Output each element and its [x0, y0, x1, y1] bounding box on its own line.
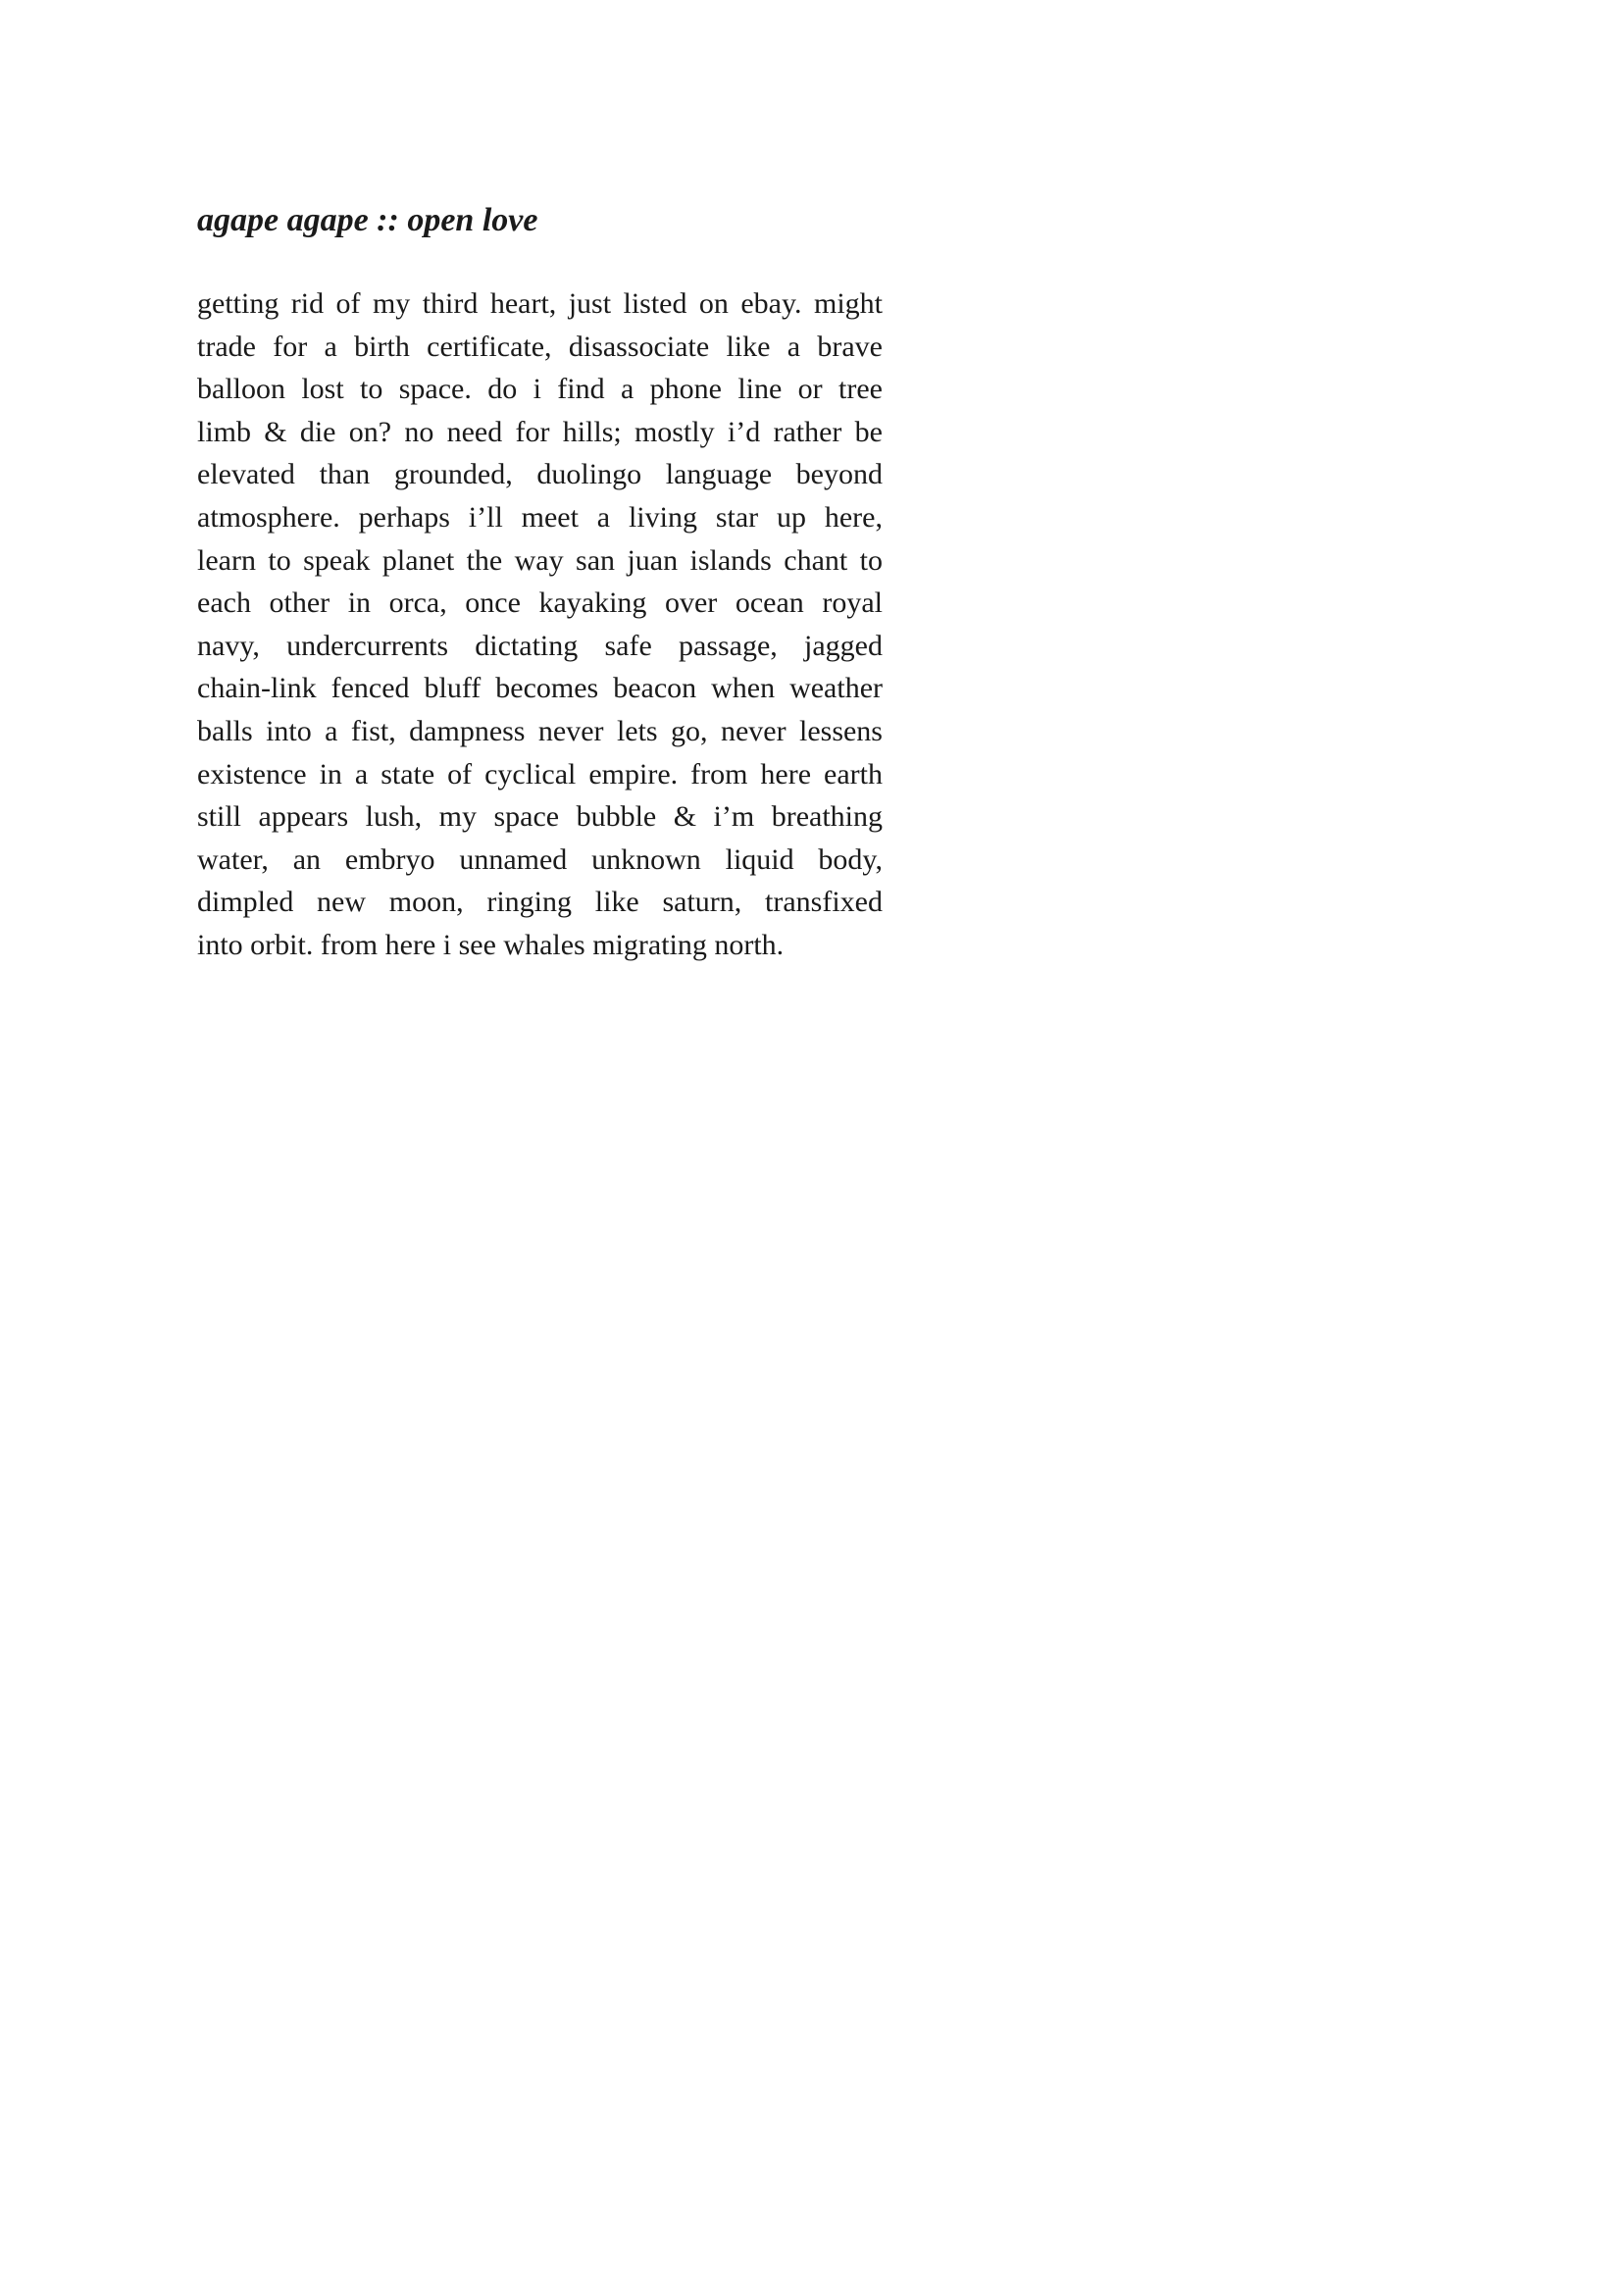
poem-line: navy, undercurrents dictating safe passage, jagged	[197, 629, 883, 662]
poem-line: getting rid of my third heart, just listed on ebay. might	[197, 287, 883, 320]
poem-line: chain-link fenced bluff becomes beacon when weather	[197, 672, 883, 705]
poem-line: water, an embryo unnamed unknown liquid body,	[197, 842, 883, 876]
poem-line: learn to speak planet the way san juan islands chant to	[197, 543, 883, 577]
poem-line: existence in a state of cyclical empire. from here earth	[197, 757, 883, 790]
poem-body	[197, 282, 883, 967]
poem-line: balls into a fist, dampness never lets go, never lessens	[197, 714, 883, 747]
poem-line: each other in orca, once kayaking over ocean royal	[197, 586, 883, 620]
poem-line: into orbit. from here i see whales migrating north.	[197, 928, 785, 961]
poem-line: balloon lost to space. do i find a phone line or tree	[197, 373, 883, 406]
poem-line: limb & die on? no need for hills; mostly i’d rather be	[197, 415, 883, 448]
poem-line: trade for a birth certificate, disassociate like a brave	[197, 330, 883, 363]
poem-title: agape agape :: open love	[197, 202, 538, 238]
poem	[197, 196, 883, 967]
poem-line: dimpled new moon, ringing like saturn, transfixed	[197, 886, 883, 919]
poem-line: atmosphere. perhaps i’ll meet a living star up here,	[197, 500, 883, 534]
poem-line: elevated than grounded, duolingo language beyond	[197, 458, 883, 491]
poem-line: still appears lush, my space bubble & i’m breathing	[197, 800, 883, 834]
